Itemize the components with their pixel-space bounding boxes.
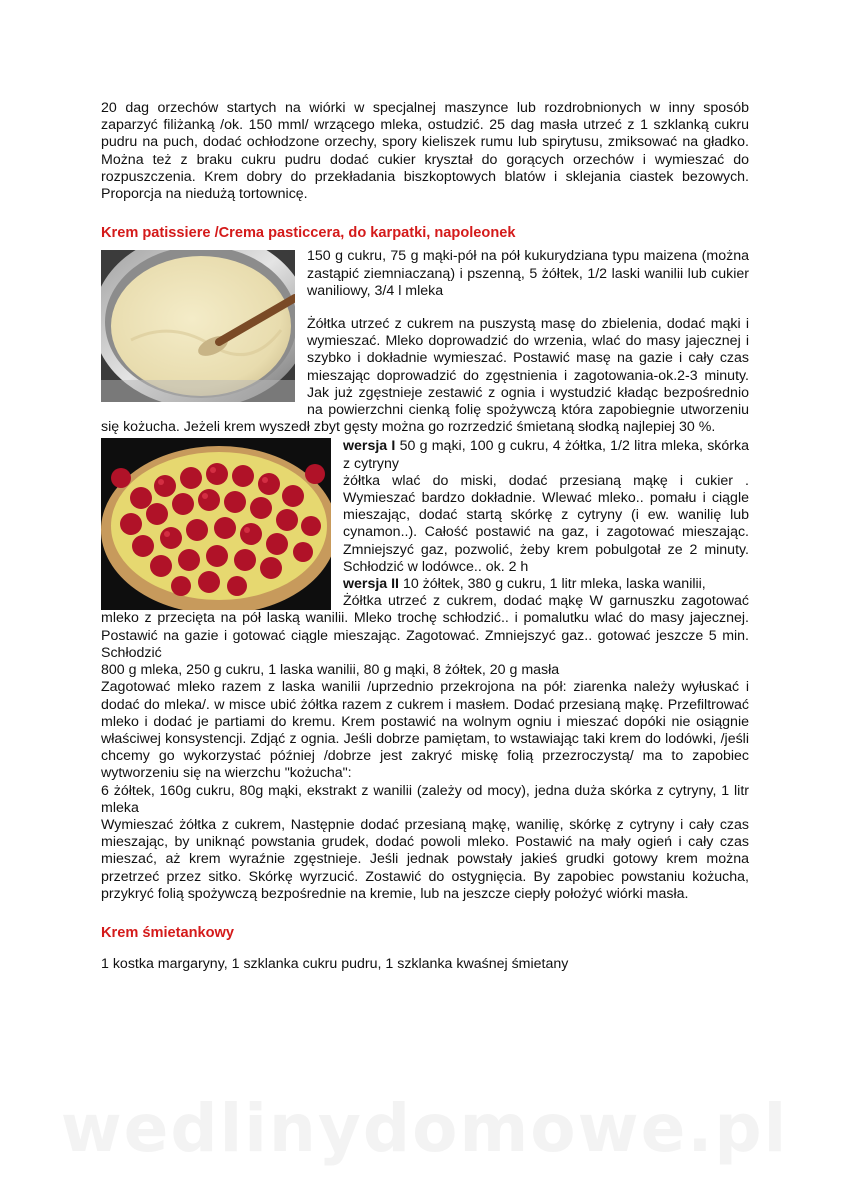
version-2-label: wersja II: [343, 576, 399, 593]
patissiere-method: Żółtka utrzeć z cukrem na puszystą masę do zbielenia, dodać mąki i wymieszać. Mleko doprowadzić do wrzenia, wlać do masy jajecznej i szybko i dokładnie wymieszać. Postawić masę na gazie i cały czas mieszając doprowadzić do zgęstnienia i zagotowania-ok.2-3 minuty. Jak już zgęstnieje zestawić z ognia i wystudzić kładąc bezpośrednio na powierzchni cienką folię spożywczą która zapobiegnie utworzeniu się kożucha. Jeżeli krem wyszedł zbyt gęsty można go rozrzedzić śmietaną słodką najlepiej 30 %.: [101, 316, 749, 436]
version-3-ingredients: 800 g mleka, 250 g cukru, 1 laska wanilii, 80 g mąki, 8 żółtek, 20 g masła: [101, 662, 560, 679]
cream-pot-photo: [101, 250, 295, 402]
document-page: [101, 100, 749, 973]
spacer: [101, 948, 749, 956]
version-2-ingredients: 10 żółtek, 380 g cukru, 1 litr mleka, laska wanilii,: [399, 576, 706, 593]
intro-paragraph: 20 dag orzechów startych na wiórki w specjalnej maszynce lub rozdrobnionych w inny sposób zaparzyć filiżanką /ok. 150 mml/ wrzącego mleka, ostudzić. 25 dag masła utrzeć z 1 szklanką cukru pudru na puch, dodać ochłodzone orzechy, spory kieliszek rumu lub spirytusu, zmiksować na gładko. Można też z braku cukru pudru dodać cukier kryształ do gorących orzechów i wymieszać do rozpuszczenia. Krem dobry do przekładania biszkoptowych blatów i sklejania ciastek bezowych. Proporcja na niedużą tortownicę.: [101, 100, 749, 203]
section-heading-smietankowy: Krem śmietankowy: [101, 924, 235, 941]
version-1-label: wersja I: [343, 438, 396, 455]
watermark-text: wedlinydomowe.pl: [60, 1090, 789, 1167]
version-1-method: żółtka wlać do miski, dodać przesianą mąkę i cukier . Wymieszać bardzo dokładnie. Wlewać mleko.. pomału i ciągle mieszając, dodać startą skórkę z cytryny (i ew. wanilię lub cynamon..). Całość postawić na gaz, i zagotować mieszając. Zmniejszyć gaz, pozwolić, żeby krem pobulgotał ze 2 minuty. Schłodzić w lodówce.. ok. 2 h: [343, 472, 749, 575]
raspberry-tart-photo: [101, 438, 331, 610]
version-2-method: Żółtka utrzeć z cukrem, dodać mąkę W garnuszku zagotować mleko z przecięta na pół laską wanilii. Mleko trochę schłodzić.. i pomalutku wlać do masy jajecznej. Postawić na gazie i gotować ciągle mieszając. Zagotować. Zmniejszyć gaz.. gotować jeszcze 5 min. Schłodzić: [101, 593, 749, 661]
patissiere-ingredients: 150 g cukru, 75 g mąki-pół na pół kukurydziana typu maizena (można zastąpić ziemniaczaną) i pszenną, 5 żółtek, 1/2 laski wanilii lub cukier waniliowy, 3/4 l mleka: [307, 248, 749, 299]
version-4-method: Wymieszać żółtka z cukrem, Następnie dodać przesianą mąkę, wanilię, skórkę z cytryny i cały czas mieszając, by uniknąć powstania grudek, dodać powoli mleko. Postawić na mały ogień i cały czas mieszać, aż krem wyraźnie zgęstnieje. Jeśli jednak powstały jakieś grudki gotowy krem można przetrzeć przez sitko. Skórkę wyrzucić. Zostawić do ostygnięcia. By zapobiec powstaniu kożucha, przykryć folią spożywczą bezpośrednie na kremie, lub na jeszcze ciepły położyć wiórki masła.: [101, 816, 749, 902]
smietankowy-ingredients: 1 kostka margaryny, 1 szklanka cukru pudru, 1 szklanka kwaśnej śmietany: [101, 956, 569, 973]
section-heading-patissiere: Krem patissiere /Crema pasticcera, do karpatki, napoleonek: [101, 225, 516, 242]
version-1-ingredients: 50 g mąki, 100 g cukru, 4 żółtka, 1/2 litra mleka, skórka z cytryny: [343, 438, 749, 472]
version-3-method: Zagotować mleko razem z laska wanilii /uprzednio przekrojona na pół: ziarenka należy wyłuskać i dodać do mleka/. w misce ubić żółtka razem z cukrem i masłem. Dodać przesianą mąkę. Przefiltrować mleko i dodać je partiami do kremu. Krem postawić na wolnym ogniu i mieszać dopóki nie osiągnie właściwej konsystencji. Zdjąć z ognia. Jeśli dobrze pamiętam, to wstawiając taki krem do lodówki, /jeśli chcemy go wykorzystać później /dobrze jest zakryć miskę folią przezroczystą/ ma to zapobiec wytworzeniu się na wierzchu "kożucha":: [101, 679, 749, 782]
version-4-ingredients: 6 żółtek, 160g cukru, 80g mąki, ekstrakt z wanilii (zależy od mocy), jedna duża skórka z cytryny, 1 litr mleka: [101, 782, 749, 816]
